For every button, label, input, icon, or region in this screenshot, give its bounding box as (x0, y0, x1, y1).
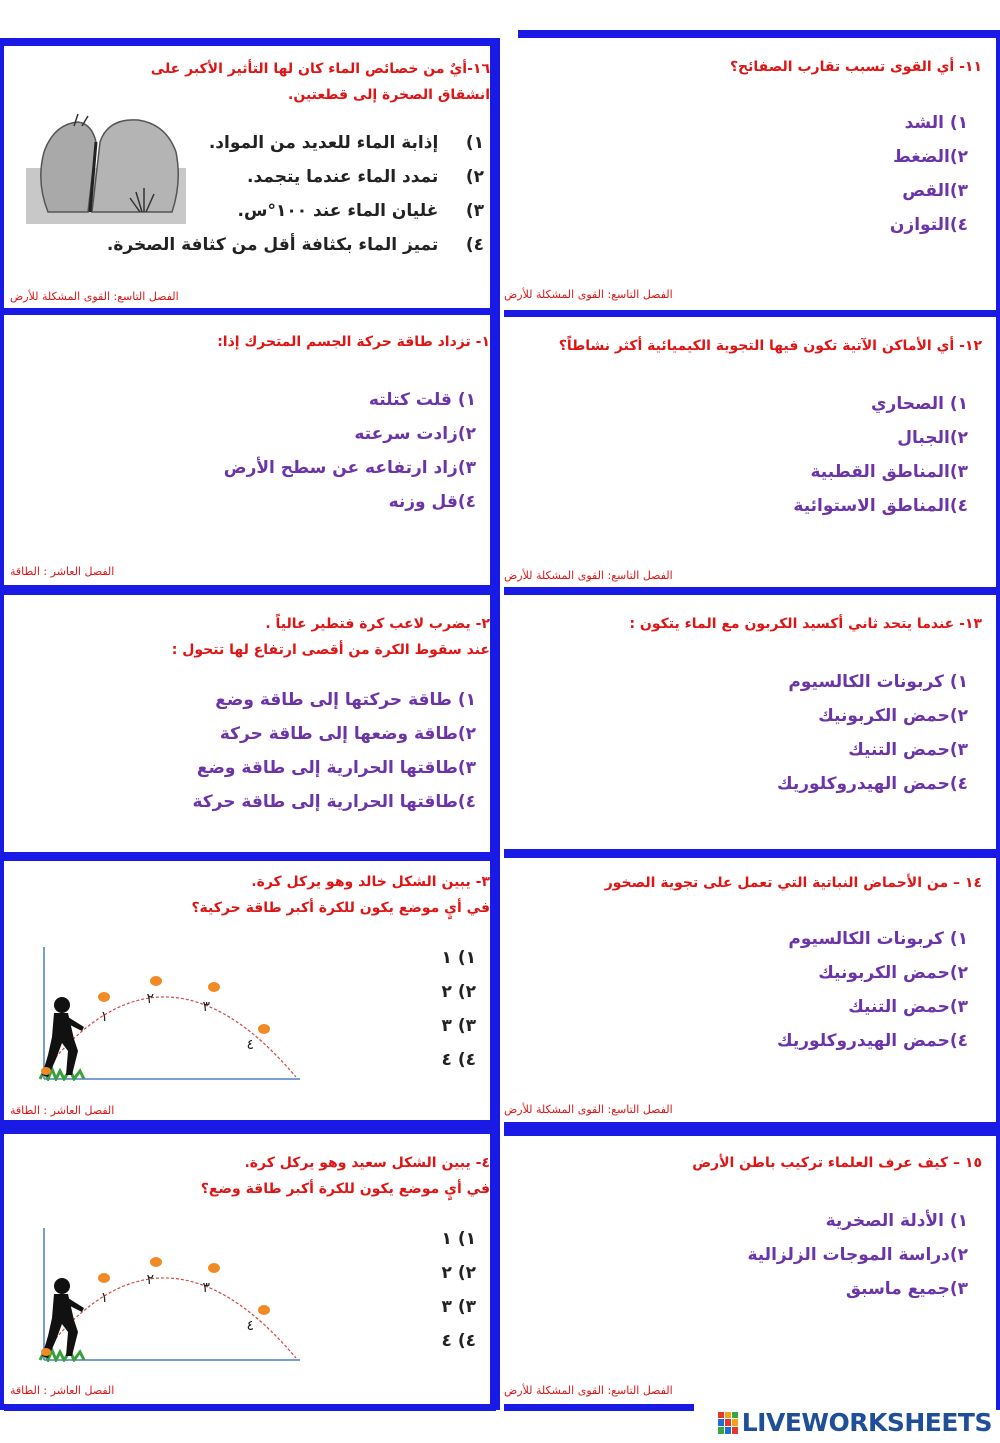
chapter-footer: الفصل التاسع: القوى المشكلة للأرض (504, 1103, 673, 1116)
ball-label-3: ٣ (202, 999, 210, 1015)
ball-label-4: ٤ (246, 1037, 254, 1053)
question-card-15 (504, 1136, 996, 1404)
question-text-line2: عند سقوط الكرة من أقصى ارتفاع لها تتحول : (171, 642, 490, 658)
option-1[interactable]: ١) كربونات الكالسيوم (788, 672, 968, 692)
option-2[interactable]: ٢) ٢ (441, 1263, 476, 1283)
question-text-line1: ٤- يبين الشكل سعيد وهو يركل كرة. (244, 1155, 490, 1171)
question-text-line1: ١٦-أيٌ من خصائص الماء كان لها التأثير الأكبر على (150, 61, 490, 77)
question-text-line2: في أيٍ موضع يكون للكرة أكبر طاقة وضع؟ (200, 1181, 490, 1197)
chapter-footer: الفصل التاسع: القوى المشكلة للأرض (504, 569, 673, 582)
option-4[interactable]: ٤)حمض الهيدروكلوريك (777, 1031, 968, 1051)
option-4[interactable]: ٤)حمض الهيدروكلوريك (777, 774, 968, 794)
option-1[interactable]: ١) كربونات الكالسيوم (788, 929, 968, 949)
question-card-11 (504, 38, 996, 308)
ball-position-2 (150, 1257, 162, 1267)
question-text-line2: في أيٍ موضع يكون للكرة أكبر طاقة حركية؟ (191, 900, 490, 916)
option-3[interactable]: ٣)المناطق القطبية (810, 462, 968, 482)
ball-position-1 (98, 992, 110, 1002)
ball-position-0 (41, 1348, 51, 1356)
ball-position-3 (208, 1263, 220, 1273)
question-text-line1: ٣- يبين الشكل خالد وهو يركل كرة. (251, 874, 490, 890)
option-4[interactable]: ٤)المناطق الاستوائية (793, 496, 968, 516)
option-4[interactable]: ٤)قل وزنه (388, 492, 476, 512)
option-4[interactable]: ٤) ٤ (441, 1331, 476, 1351)
option-2[interactable]: ٢)دراسة الموجات الزلزالية (747, 1245, 968, 1265)
option-1[interactable]: ١) قلت كتلته (368, 390, 476, 410)
question-card-12 (504, 317, 996, 587)
ball-position-4 (258, 1024, 270, 1034)
chapter-footer: الفصل التاسع: القوى المشكلة للأرض (10, 290, 179, 303)
option-2[interactable]: ٢) تمدد الماء عندما يتجمد. (247, 167, 484, 187)
player-silhouette (42, 1278, 84, 1358)
ball-label-1: ١ (100, 1290, 108, 1306)
ball-label-4: ٤ (246, 1318, 254, 1334)
question-text: ١٢- أي الأماكن الآتية تكون فيها التجوية الكيميائية أكثر نشاطاً؟ (558, 338, 982, 354)
option-2[interactable]: ٢)طاقة وضعها إلى طاقة حركة (219, 724, 476, 744)
ball-position-1 (98, 1273, 110, 1283)
chapter-footer: الفصل التاسع: القوى المشكلة للأرض (504, 288, 673, 301)
logo-text: LIVEWORKSHEETS (741, 1408, 992, 1437)
option-1[interactable]: ١) ١ (441, 948, 476, 968)
option-1[interactable]: ١) الشد (904, 113, 968, 133)
option-2[interactable]: ٢)حمض الكربونيك (818, 706, 968, 726)
question-text-line2: انشقاق الصخرة إلى قطعتين. (288, 87, 490, 103)
option-2[interactable]: ٢)الجبال (897, 428, 968, 448)
option-1[interactable]: ١) ١ (441, 1229, 476, 1249)
question-text: ١٥ – كيف عرف العلماء تركيب باطن الأرض (692, 1155, 982, 1171)
option-2[interactable]: ٢)حمض الكربونيك (818, 963, 968, 983)
option-3[interactable]: ٣) ٣ (441, 1297, 476, 1317)
option-3[interactable]: ٣)حمض التنيك (848, 997, 968, 1017)
option-4[interactable]: ٤)التوازن (889, 215, 968, 235)
option-3[interactable]: ٣) ٣ (441, 1016, 476, 1036)
ball-label-2: ٢ (146, 1272, 154, 1288)
kick-diagram (34, 1222, 306, 1362)
question-text: ١١- أي القوى تسبب تقارب الصفائح؟ (729, 59, 982, 75)
option-1[interactable]: ١) الصحاري (870, 394, 968, 414)
player-silhouette (42, 997, 84, 1077)
option-4[interactable]: ٤)طاقتها الحرارية إلى طاقة حركة (192, 792, 476, 812)
ball-position-0 (41, 1067, 51, 1075)
question-card-2 (4, 595, 490, 852)
question-card-14 (504, 858, 996, 1122)
option-3[interactable]: ٣)القص (902, 181, 968, 201)
chapter-footer: الفصل العاشر : الطاقة (10, 565, 115, 578)
ball-position-2 (150, 976, 162, 986)
question-card-16 (4, 46, 490, 308)
chapter-footer: الفصل العاشر : الطاقة (10, 1384, 115, 1397)
option-3[interactable]: ٣) غليان الماء عند ١٠٠°س. (237, 201, 484, 221)
option-1[interactable]: ١) طاقة حركتها إلى طاقة وضع (215, 690, 476, 710)
ball-position-3 (208, 982, 220, 992)
chapter-footer: الفصل التاسع: القوى المشكلة للأرض (504, 1384, 673, 1397)
question-text: ١- تزداد طاقة حركة الجسم المتحرك إذا: (217, 334, 490, 350)
ball-position-4 (258, 1305, 270, 1315)
option-3[interactable]: ٣)زاد ارتفاعه عن سطح الأرض (223, 458, 476, 478)
option-4[interactable]: ٤) ٤ (441, 1050, 476, 1070)
option-3[interactable]: ٣)طاقتها الحرارية إلى طاقة وضع (196, 758, 476, 778)
ball-label-3: ٣ (202, 1280, 210, 1296)
question-text: ١٤ – من الأحماض النباتية التي تعمل على تجوية الصخور (604, 875, 982, 891)
option-1[interactable]: ١) إذابة الماء للعديد من المواد. (208, 133, 484, 153)
option-3[interactable]: ٣)حمض التنيك (848, 740, 968, 760)
option-2[interactable]: ٢)زادت سرعته (354, 424, 476, 444)
question-card-13 (504, 595, 996, 849)
liveworksheets-logo[interactable] (718, 1408, 992, 1437)
logo-squares-icon (718, 1412, 738, 1434)
question-card-1 (4, 315, 490, 585)
option-2[interactable]: ٢) ٢ (441, 982, 476, 1002)
question-card-4 (4, 1134, 490, 1404)
ball-label-1: ١ (100, 1009, 108, 1025)
chapter-footer: الفصل العاشر : الطاقة (10, 1104, 115, 1117)
ball-label-2: ٢ (146, 991, 154, 1007)
kick-diagram (34, 941, 306, 1081)
option-1[interactable]: ١) الأدلة الصخرية (825, 1211, 968, 1231)
question-text-line1: ٢- يضرب لاعب كرة فتطير عالياً . (265, 616, 490, 632)
option-4[interactable]: ٤) تميز الماء بكثافة أقل من كثافة الصخرة. (106, 235, 484, 255)
question-card-3 (4, 861, 490, 1120)
option-3[interactable]: ٣)جميع ماسبق (845, 1279, 968, 1299)
question-text: ١٣- عندما يتحد ثاني أكسيد الكربون مع الماء يتكون : (629, 616, 982, 632)
option-2[interactable]: ٢)الضغط (893, 147, 968, 167)
split-rock-image (26, 112, 186, 224)
